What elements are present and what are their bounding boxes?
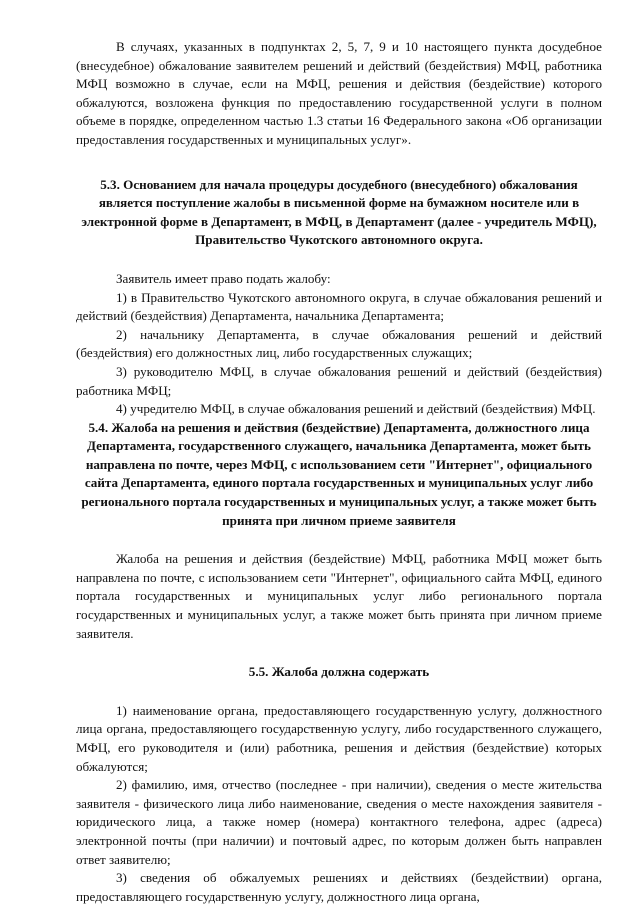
section-5-5-heading: 5.5. Жалоба должна содержать [248,664,430,680]
paragraph-appeal-conditions: В случаях, указанных в подпунктах 2, 5, 7, 9 и 10 настоящего пункта досудебное (внесудебное) обжалование заявителем решений и действий (бездействия) МФЦ, работника МФЦ возможно в случае, если на МФЦ, решения и действия (бездействие) которого обжалуются, возложена функция по предоставлению государственной услуги в полном объеме в порядке, определенном частью 1.3 статьи 16 Федерального закона «Об организации предоставления государственных и муниципальных услуг». [76,39,602,147]
list-item: 2) фамилию, имя, отчество (последнее - при наличии), сведения о месте жительства заявителя - физического лица либо наименование, сведения о месте нахождения заявителя - юридического лица, а также номер (номера) контактного телефона, адрес (адреса) электронной почты (при наличии) и почтовый адрес, по которым должен быть направлен ответ заявителю; [76,777,602,867]
list-item: 1) в Правительство Чукотского автономного округа, в случае обжалования решений и действий (бездействия) Департамента, начальника Департамента; [76,289,602,324]
section-5-3-intro: Заявитель имеет право подать жалобу: [116,270,331,286]
section-5-3-heading: 5.3. Основанием для начала процедуры досудебного (внесудебного) обжалования является поступление жалобы в письменной форме на бумажном носителе или в электронной форме в Департамент, в МФЦ, в Департамент (далее - учредитель МФЦ), Правительство Чукотского автономного округа. [81,176,597,248]
section-5-4-heading: 5.4. Жалоба на решения и действия (бездействие) Департамента, должностного лица Департамента, государственного служащего, начальника Департамента, может быть направлена по почте, через МФЦ, с использованием сети "Интернет", официального сайта Департамента, единого портала государственных и муниципальных услуг либо регионального портала государственных и муниципальных услуг, а также может быть принята при личном приеме заявителя [81,419,597,528]
list-item: 3) руководителю МФЦ, в случае обжалования решений и действий (бездействия) работника МФЦ; [76,363,602,398]
list-item: 4) учредителю МФЦ, в случае обжалования решений и действий (бездействия) МФЦ. [116,401,596,417]
list-item: 3) сведения об обжалуемых решениях и действиях (бездействии) органа, предоставляющего государственную услугу, должностного лица органа, [76,870,602,904]
document-body [76,38,602,906]
list-item: 2) начальнику Департамента, в случае обжалования решений и действий (бездействия) его должностных лиц, либо государственных служащих; [76,326,602,361]
section-5-4-body: Жалоба на решения и действия (бездействие) МФЦ, работника МФЦ может быть направлена по почте, с использованием сети "Интернет", официального сайта МФЦ, единого портала государственных и муниципальных услуг либо регионального портала государственных и муниципальных услуг, а также может быть принята при личном приеме заявителя. [76,551,602,641]
list-item: 1) наименование органа, предоставляющего государственную услугу, должностного лица органа, предоставляющего государственную услугу, либо государственного служащего, МФЦ, его руководителя и (или) работника, решения и действия (бездействие) которых обжалуются; [76,702,602,774]
